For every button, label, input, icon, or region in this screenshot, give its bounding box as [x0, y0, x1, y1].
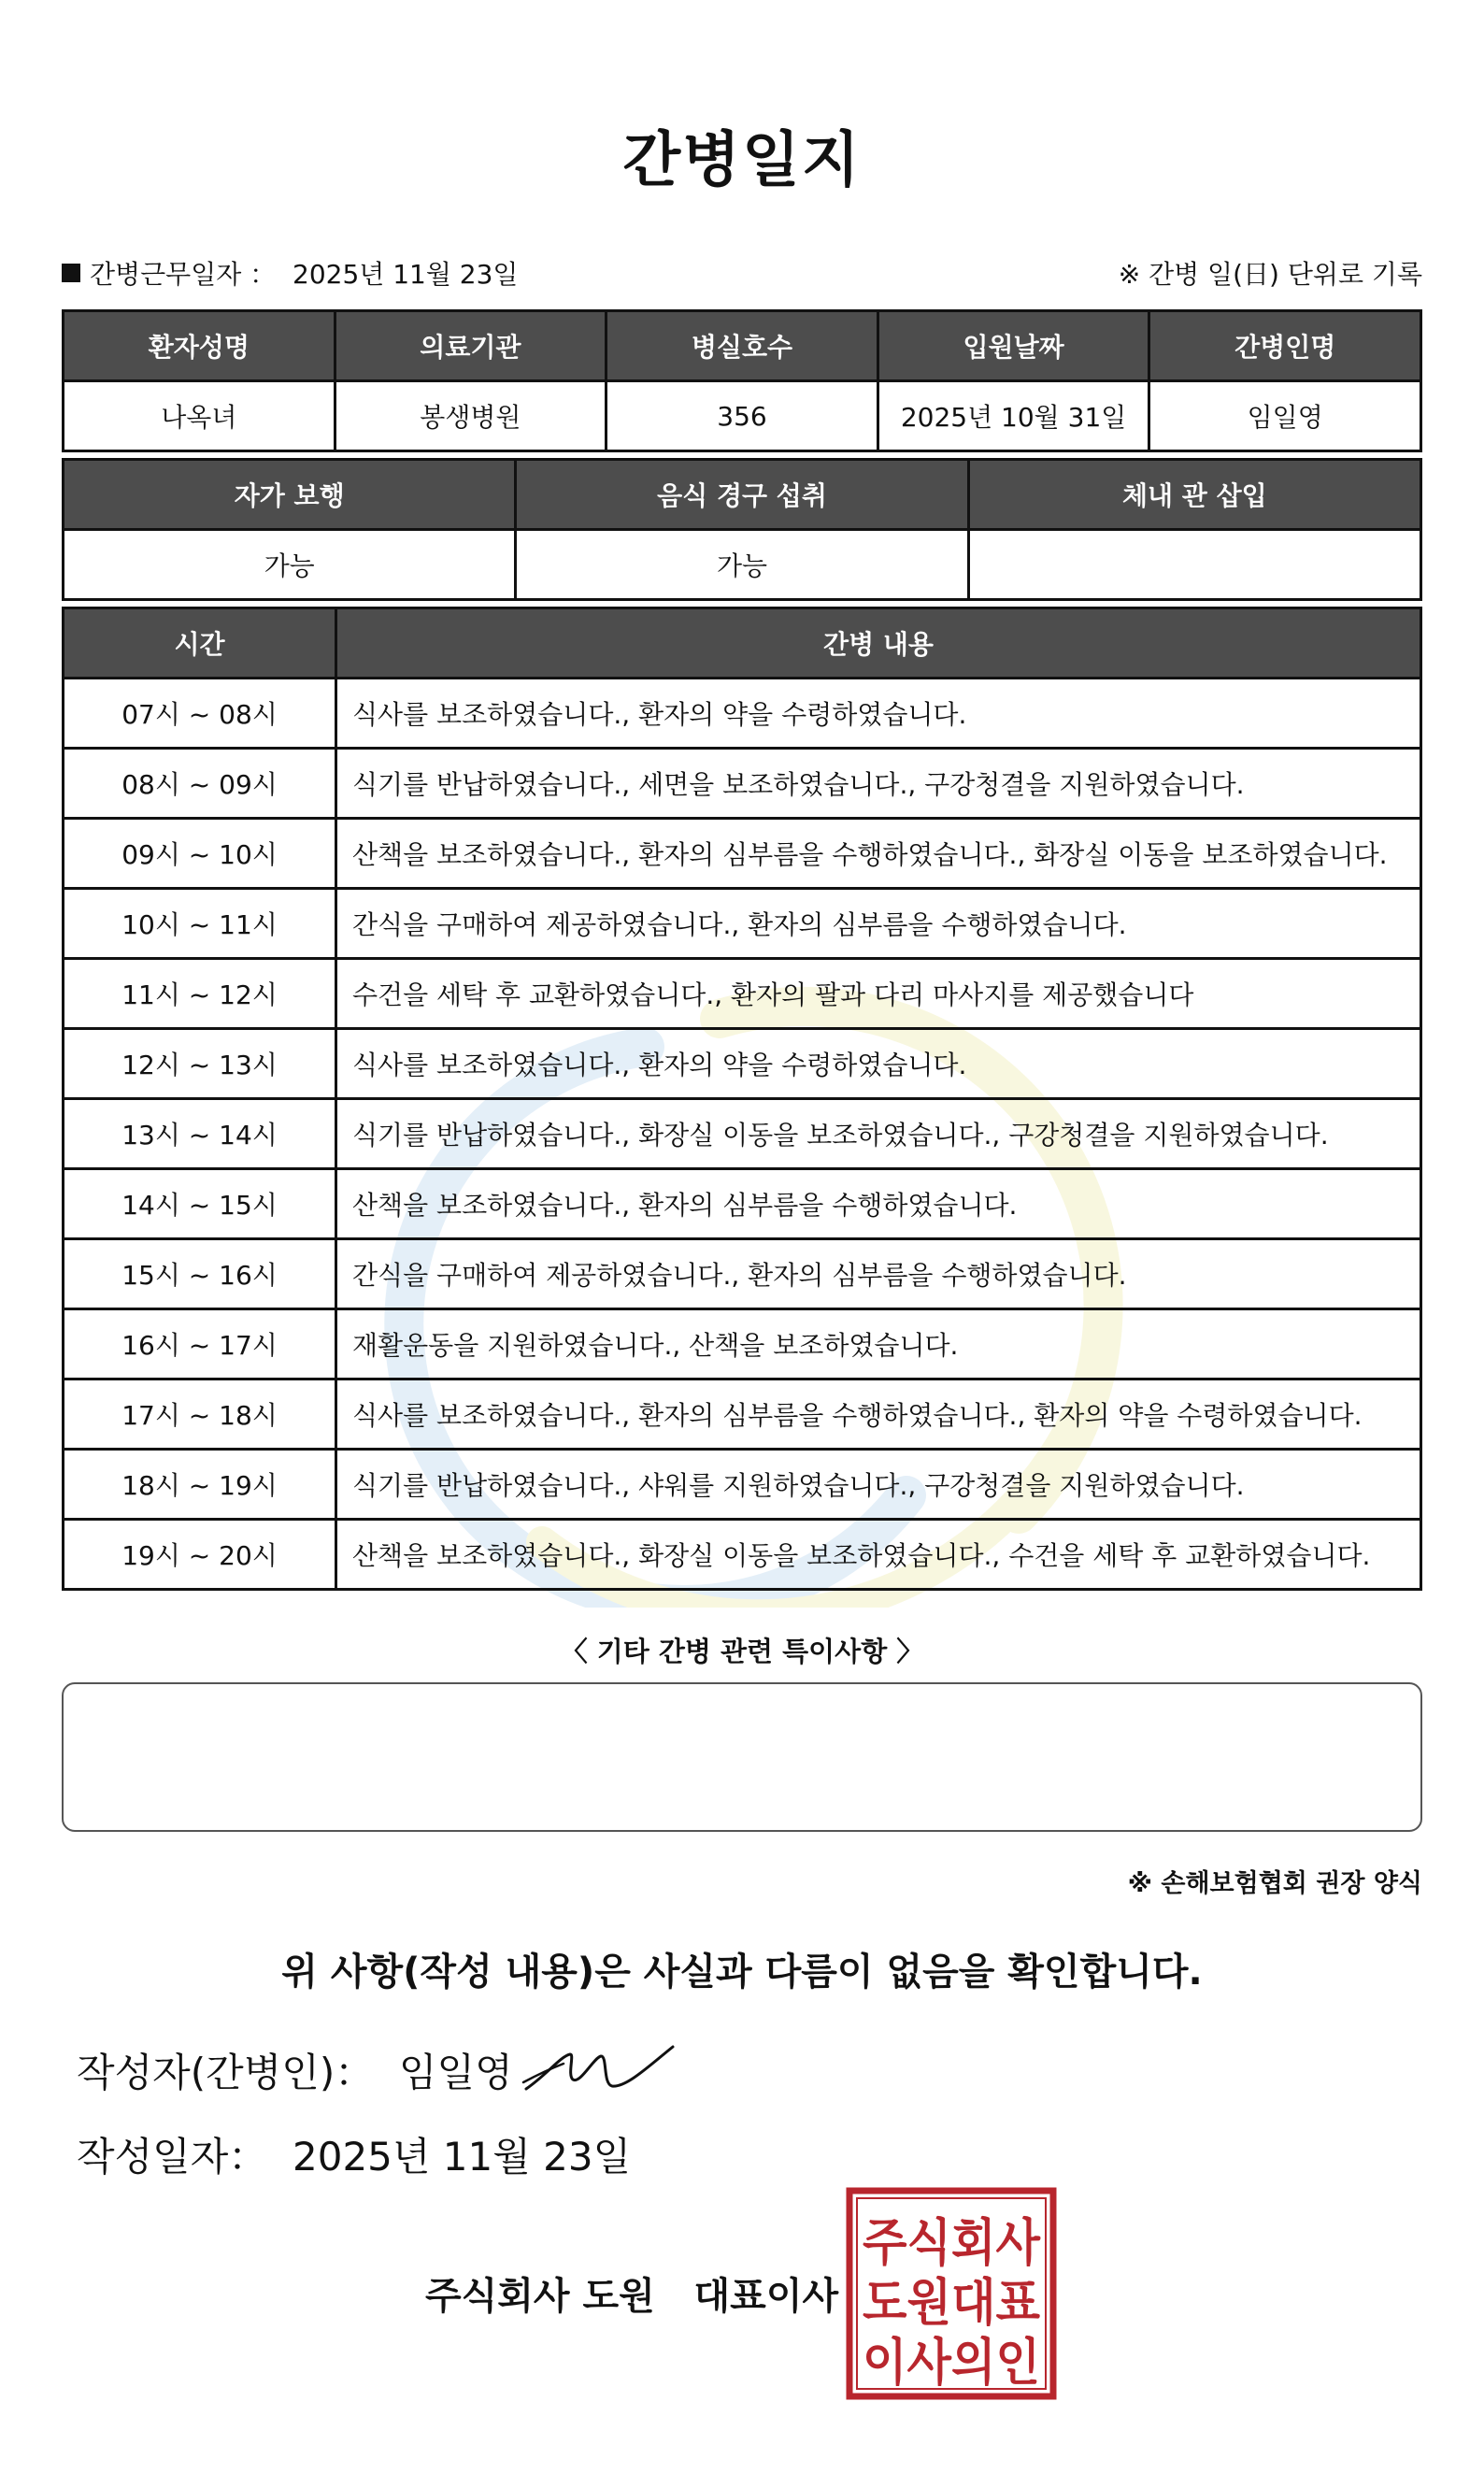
recording-note: ※ 간병 일(日) 단위로 기록 [1118, 259, 1422, 290]
care-log-table [62, 607, 1422, 1591]
self-walking: 가능 [64, 530, 516, 600]
content-cell: 식기를 반납하였습니다., 샤워를 지원하였습니다., 구강청결을 지원하였습니다. [336, 1450, 1421, 1520]
content-cell: 식사를 보조하였습니다., 환자의 심부름을 수행하였습니다., 환자의 약을 수령하였습니다. [336, 1379, 1421, 1450]
table-header-row [64, 608, 1421, 679]
header-time: 시간 [64, 608, 336, 679]
table-row [64, 1450, 1421, 1520]
table-row [64, 1309, 1421, 1379]
table-row [64, 679, 1421, 749]
header-care-content: 간병 내용 [336, 608, 1421, 679]
time-cell: 14시 ~ 15시 [64, 1169, 336, 1239]
table-row [64, 1169, 1421, 1239]
written-date-label: 작성일자： [77, 2134, 268, 2180]
time-cell: 12시 ~ 13시 [64, 1029, 336, 1099]
table-row [64, 889, 1421, 959]
time-cell: 16시 ~ 17시 [64, 1309, 336, 1379]
header-institution: 의료기관 [335, 311, 606, 381]
content-cell: 수건을 세탁 후 교환하였습니다., 환자의 팔과 다리 마사지를 제공했습니다 [336, 959, 1421, 1029]
time-cell: 13시 ~ 14시 [64, 1099, 336, 1169]
seal-line-3: 이사의인 [863, 2333, 1040, 2392]
time-cell: 09시 ~ 10시 [64, 819, 336, 889]
table-row [64, 749, 1421, 819]
author-name: 임일영 [398, 2050, 513, 2095]
time-cell: 07시 ~ 08시 [64, 679, 336, 749]
confirmation-statement: 위 사항(작성 내용)은 사실과 다름이 없음을 확인합니다. [281, 1951, 1203, 1994]
work-date-label: 간병근무일자 ： [90, 259, 277, 290]
patient-name: 나옥녀 [64, 381, 335, 451]
header-oral-intake: 음식 경구 섭취 [516, 460, 968, 530]
document-title: 간병일지 [622, 126, 862, 195]
oral-intake: 가능 [516, 530, 968, 600]
square-bullet-icon [62, 264, 80, 282]
author-label: 작성자(간병인)： [77, 2050, 375, 2095]
header-patient-name: 환자성명 [64, 311, 335, 381]
content-cell: 산책을 보조하였습니다., 화장실 이동을 보조하였습니다., 수건을 세탁 후 교환하였습니다. [336, 1520, 1421, 1590]
content-cell: 간식을 구매하여 제공하였습니다., 환자의 심부름을 수행하였습니다. [336, 1239, 1421, 1309]
patient-info-table [62, 309, 1422, 452]
admission-date: 2025년 10월 31일 [878, 381, 1149, 451]
content-cell: 간식을 구매하여 제공하였습니다., 환자의 심부름을 수행하였습니다. [336, 889, 1421, 959]
seal-line-1: 주식회사 [863, 2213, 1041, 2272]
table-header-row [64, 460, 1421, 530]
association-note: ※ 손해보험협회 권장 양식 [1127, 1869, 1422, 1898]
time-cell: 10시 ~ 11시 [64, 889, 336, 959]
table-row [64, 1520, 1421, 1590]
time-cell: 18시 ~ 19시 [64, 1450, 336, 1520]
content-cell: 식기를 반납하였습니다., 세면을 보조하였습니다., 구강청결을 지원하였습니다. [336, 749, 1421, 819]
header-tube-insertion: 체내 관 삽입 [968, 460, 1420, 530]
notes-title: 〈 기타 간병 관련 특이사항 〉 [560, 1636, 924, 1667]
header-room-number: 병실호수 [606, 311, 878, 381]
content-cell: 식사를 보조하였습니다., 환자의 약을 수령하였습니다. [336, 1029, 1421, 1099]
time-cell: 11시 ~ 12시 [64, 959, 336, 1029]
notes-box [62, 1682, 1422, 1832]
company-seal [846, 2187, 1057, 2400]
table-row [64, 530, 1421, 600]
content-cell: 식기를 반납하였습니다., 화장실 이동을 보조하였습니다., 구강청결을 지원하였습니다. [336, 1099, 1421, 1169]
time-cell: 17시 ~ 18시 [64, 1379, 336, 1450]
table-row [64, 819, 1421, 889]
tube-insertion [968, 530, 1420, 600]
table-row [64, 381, 1421, 451]
table-row [64, 1239, 1421, 1309]
table-header-row [64, 311, 1421, 381]
time-cell: 15시 ~ 16시 [64, 1239, 336, 1309]
time-cell: 08시 ~ 09시 [64, 749, 336, 819]
patient-status-table [62, 458, 1422, 601]
room-number: 356 [606, 381, 878, 451]
content-cell: 식사를 보조하였습니다., 환자의 약을 수령하였습니다. [336, 679, 1421, 749]
table-row [64, 1099, 1421, 1169]
company-representative: 주식회사 도원 대표이사 [425, 2275, 839, 2318]
table-row [64, 1029, 1421, 1099]
institution: 봉생병원 [335, 381, 606, 451]
header-admission-date: 입원날짜 [878, 311, 1149, 381]
written-date-value: 2025년 11월 23일 [293, 2134, 632, 2180]
work-date [62, 254, 518, 292]
time-cell: 19시 ~ 20시 [64, 1520, 336, 1590]
content-cell: 재활운동을 지원하였습니다., 산책을 보조하였습니다. [336, 1309, 1421, 1379]
seal-line-2: 도원대표 [863, 2273, 1040, 2332]
header-caregiver-name: 간병인명 [1149, 311, 1421, 381]
author-line [77, 2042, 513, 2098]
signature [519, 2037, 678, 2103]
header-self-walking: 자가 보행 [64, 460, 516, 530]
content-cell: 산책을 보조하였습니다., 환자의 심부름을 수행하였습니다. [336, 1169, 1421, 1239]
table-row [64, 959, 1421, 1029]
written-date-line [77, 2126, 631, 2182]
content-cell: 산책을 보조하였습니다., 환자의 심부름을 수행하였습니다., 화장실 이동을 보조하였습니다. [336, 819, 1421, 889]
table-row [64, 1379, 1421, 1450]
work-date-value: 2025년 11월 23일 [293, 259, 519, 290]
caregiver-name: 임일영 [1149, 381, 1421, 451]
meta-row [62, 254, 1422, 295]
